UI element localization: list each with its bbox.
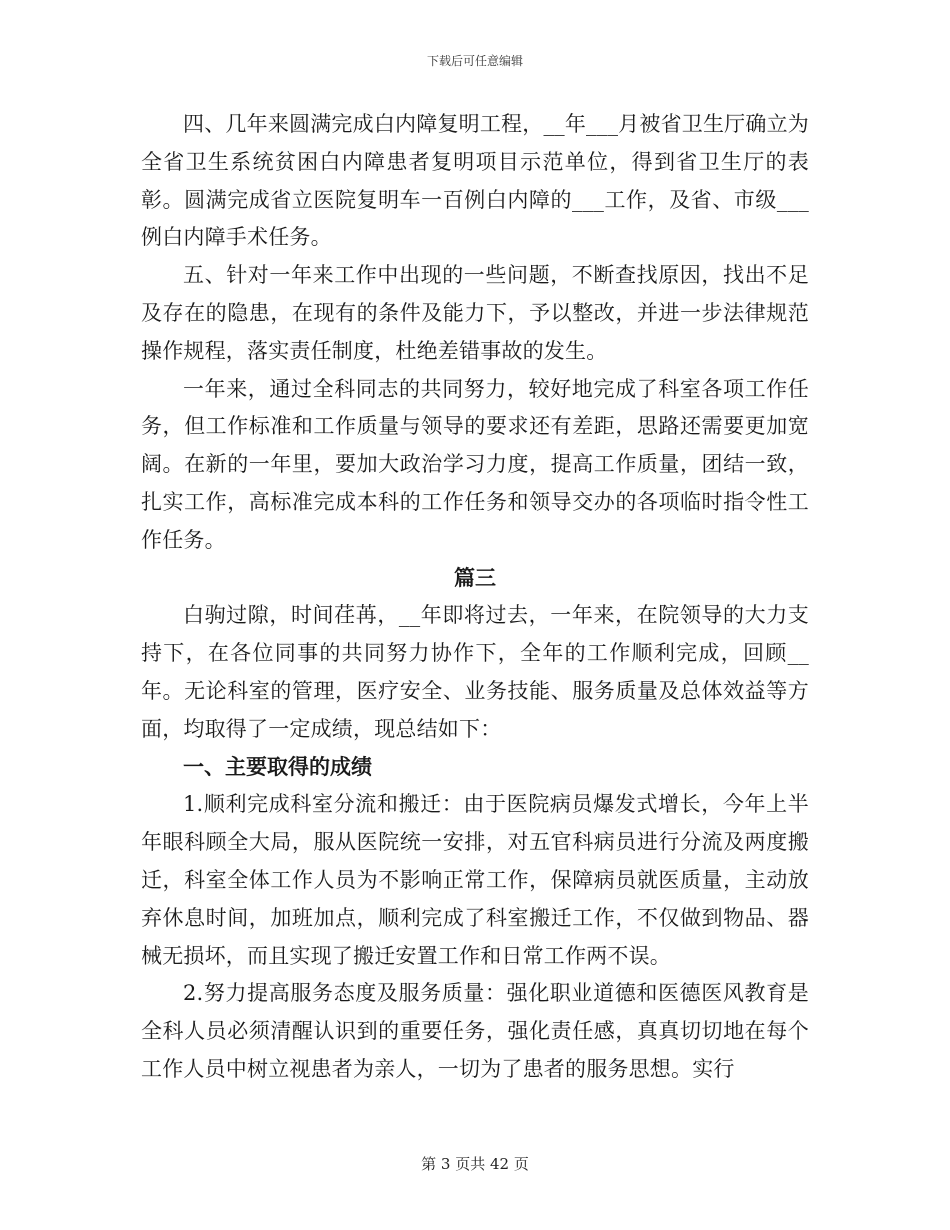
paragraph-item-four: 四、几年来圆满完成白内障复明工程，__年___月被省卫生厅确立为全省卫生系统贫困白内障患者复明项目示范单位，得到省卫生厅的表彰。圆满完成省立医院复明车一百例白内障的___工作，及省、市级___例白内障手术任务。 bbox=[141, 112, 809, 250]
page-header-note: 下载后可任意编辑 bbox=[426, 54, 523, 68]
paragraph-summary: 一年来，通过全科同志的共同努力，较好地完成了科室各项工作任务，但工作标准和工作质量与领导的要求还有差距，思路还需要更加宽阔。在新的一年里，要加大政治学习力度，提高工作质量，团结一致，扎实工作，高标准完成本科的工作任务和领导交办的各项临时指令性工作任务。 bbox=[141, 376, 809, 552]
subheading-achievements: 一、主要取得的成绩 bbox=[183, 754, 372, 779]
paragraph-item-five: 五、针对一年来工作中出现的一些问题，不断查找原因，找出不足及存在的隐患，在现有的条件及能力下，予以整改，并进一步法律规范操作规程，落实责任制度，杜绝差错事故的发生。 bbox=[141, 263, 809, 363]
paragraph-point-1: 1.顺利完成科室分流和搬迁：由于医院病员爆发式增长，今年上半年眼科顾全大局，服从医院统一安排，对五官科病员进行分流及两度搬迁，科室全体工作人员为不影响正常工作，保障病员就医质量，主动放弃休息时间，加班加点，顺利完成了科室搬迁工作，不仅做到物品、器械无损坏，而且实现了搬迁安置工作和日常工作两不误。 bbox=[141, 792, 809, 968]
document-body bbox=[141, 106, 809, 1089]
page-footer: 第 3 页共 42 页 bbox=[421, 1155, 529, 1173]
paragraph-point-2: 2.努力提高服务态度及服务质量：强化职业道德和医德医风教育是全科人员必须清醒认识到的重要任务，强化责任感，真真切切地在每个工作人员中树立视患者为亲人，一切为了患者的服务思想。实行 bbox=[141, 981, 809, 1081]
section-title: 篇三 bbox=[454, 565, 496, 590]
paragraph-intro: 白驹过隙，时间荏苒，__年即将过去，一年来，在院领导的大力支持下，在各位同事的共同努力协作下，全年的工作顺利完成，回顾__年。无论科室的管理，医疗安全、业务技能、服务质量及总体效益等方面，均取得了一定成绩，现总结如下： bbox=[141, 603, 809, 741]
